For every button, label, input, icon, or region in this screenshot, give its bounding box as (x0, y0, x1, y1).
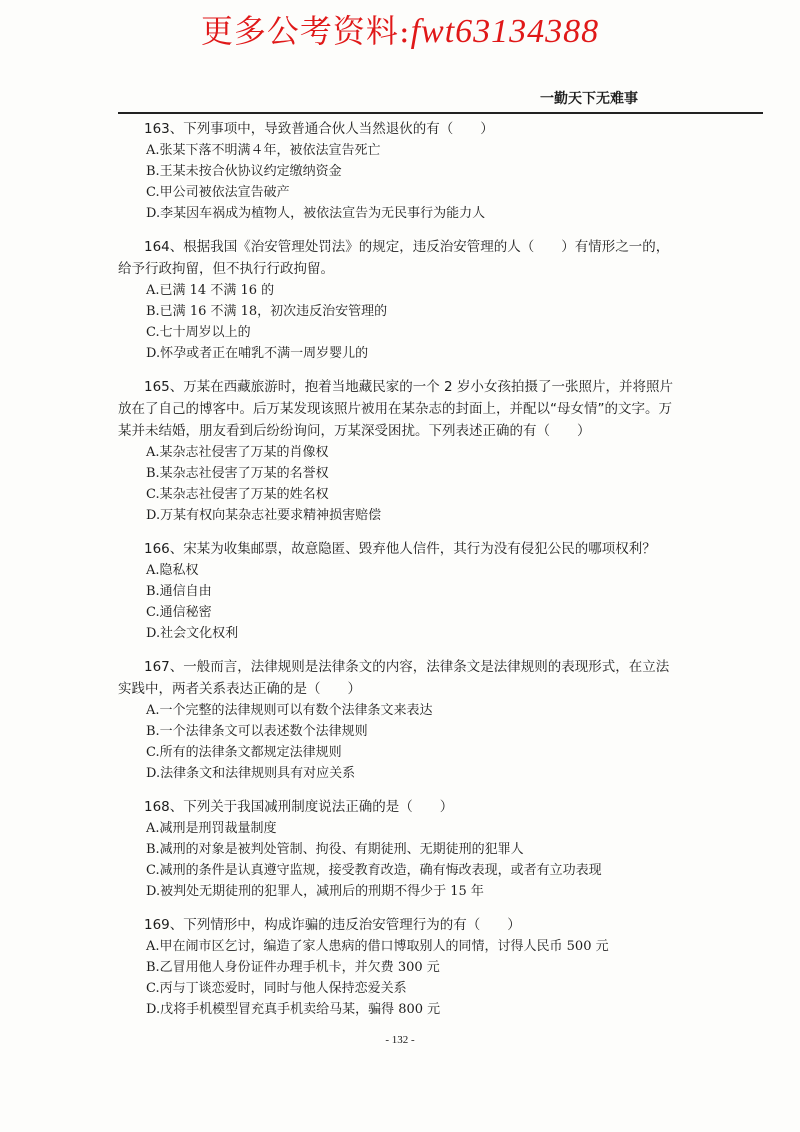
option-c: C.某杂志社侵害了万某的姓名权 (146, 487, 329, 502)
watermark-contact: fwt63134388 (410, 13, 600, 50)
option-c: C.所有的法律条文都规定法律规则 (146, 745, 342, 760)
option-a: A.某杂志社侵害了万某的肖像权 (146, 445, 329, 460)
question-stem: 163、下列事项中，导致普通合伙人当然退伙的有（ ） (144, 121, 494, 137)
header-title: 一勤天下无难事 (540, 91, 638, 107)
option-b: B.通信自由 (146, 584, 212, 599)
option-d: D.被判处无期徒刑的犯罪人，减刑后的刑期不得少于 15 年 (146, 884, 484, 899)
option-d: D.戊将手机模型冒充真手机卖给马某，骗得 800 元 (146, 1002, 441, 1017)
question-168 (118, 796, 678, 902)
question-166 (118, 538, 678, 644)
option-c: C.甲公司被依法宣告破产 (146, 185, 290, 200)
question-list (118, 118, 678, 1032)
option-a: A.隐私权 (146, 563, 199, 578)
page-header (118, 88, 763, 114)
watermark (0, 6, 800, 52)
question-stem: 168、下列关于我国减刑制度说法正确的是（ ） (144, 799, 454, 815)
option-c: C.通信秘密 (146, 605, 212, 620)
question-163 (118, 118, 678, 224)
option-b: B.王某未按合伙协议约定缴纳资金 (146, 164, 342, 179)
option-a: A.张某下落不明满４年，被依法宣告死亡 (146, 143, 381, 158)
question-164 (118, 236, 678, 364)
option-b: B.一个法律条文可以表述数个法律规则 (146, 724, 368, 739)
option-b: B.减刑的对象是被判处管制、拘役、有期徒刑、无期徒刑的犯罪人 (146, 842, 524, 857)
question-165 (118, 376, 678, 526)
option-b: B.乙冒用他人身份证件办理手机卡，并欠费 300 元 (146, 960, 440, 975)
option-d: D.社会文化权利 (146, 626, 239, 641)
option-b: B.某杂志社侵害了万某的名誉权 (146, 466, 329, 481)
question-stem: 166、宋某为收集邮票，故意隐匿、毁弃他人信件，其行为没有侵犯公民的哪项权利？ (144, 541, 656, 557)
option-c: C.丙与丁谈恋爱时，同时与他人保持恋爱关系 (146, 981, 407, 996)
option-a: A.已满 14 不满 16 的 (146, 283, 275, 298)
option-d: D.法律条文和法律规则具有对应关系 (146, 766, 356, 781)
question-stem: 169、下列情形中，构成诈骗的违反治安管理行为的有（ ） (144, 917, 521, 933)
option-d: D.李某因车祸成为植物人，被依法宣告为无民事行为能力人 (146, 206, 486, 221)
page-number: - 132 - (385, 1034, 415, 1046)
question-stem: 165、万某在西藏旅游时，抱着当地藏民家的一个 2 岁小女孩拍摄了一张照片，并将照片放在了自己的博客中。后万某发现该照片被用在某杂志的封面上，并配以“母女情”的文字。万某并未结婚，朋友看到后纷纷询问，万某深受困扰。下列表述正确的有（ ） (118, 379, 673, 439)
option-c: C.减刑的条件是认真遵守监规，接受教育改造，确有悔改表现，或者有立功表现 (146, 863, 602, 878)
option-d: D.怀孕或者正在哺乳不满一周岁婴儿的 (146, 346, 369, 361)
question-169 (118, 914, 678, 1020)
option-a: A.甲在闹市区乞讨，编造了家人患病的借口博取别人的同情，讨得人民币 500 元 (146, 939, 609, 954)
watermark-prefix: 更多公考资料: (200, 12, 411, 50)
option-a: A.减刑是刑罚裁量制度 (146, 821, 277, 836)
question-stem: 164、根据我国《治安管理处罚法》的规定，违反治安管理的人（ ）有情形之一的，给予行政拘留，但不执行行政拘留。 (118, 239, 670, 277)
option-a: A.一个完整的法律规则可以有数个法律条文来表达 (146, 703, 433, 718)
question-167 (118, 656, 678, 784)
option-b: B.已满 16 不满 18，初次违反治安管理的 (146, 304, 388, 319)
option-d: D.万某有权向某杂志社要求精神损害赔偿 (146, 508, 382, 523)
question-stem: 167、一般而言，法律规则是法律条文的内容，法律条文是法律规则的表现形式，在立法实践中，两者关系表达正确的是（ ） (118, 659, 670, 697)
option-c: C.七十周岁以上的 (146, 325, 251, 340)
